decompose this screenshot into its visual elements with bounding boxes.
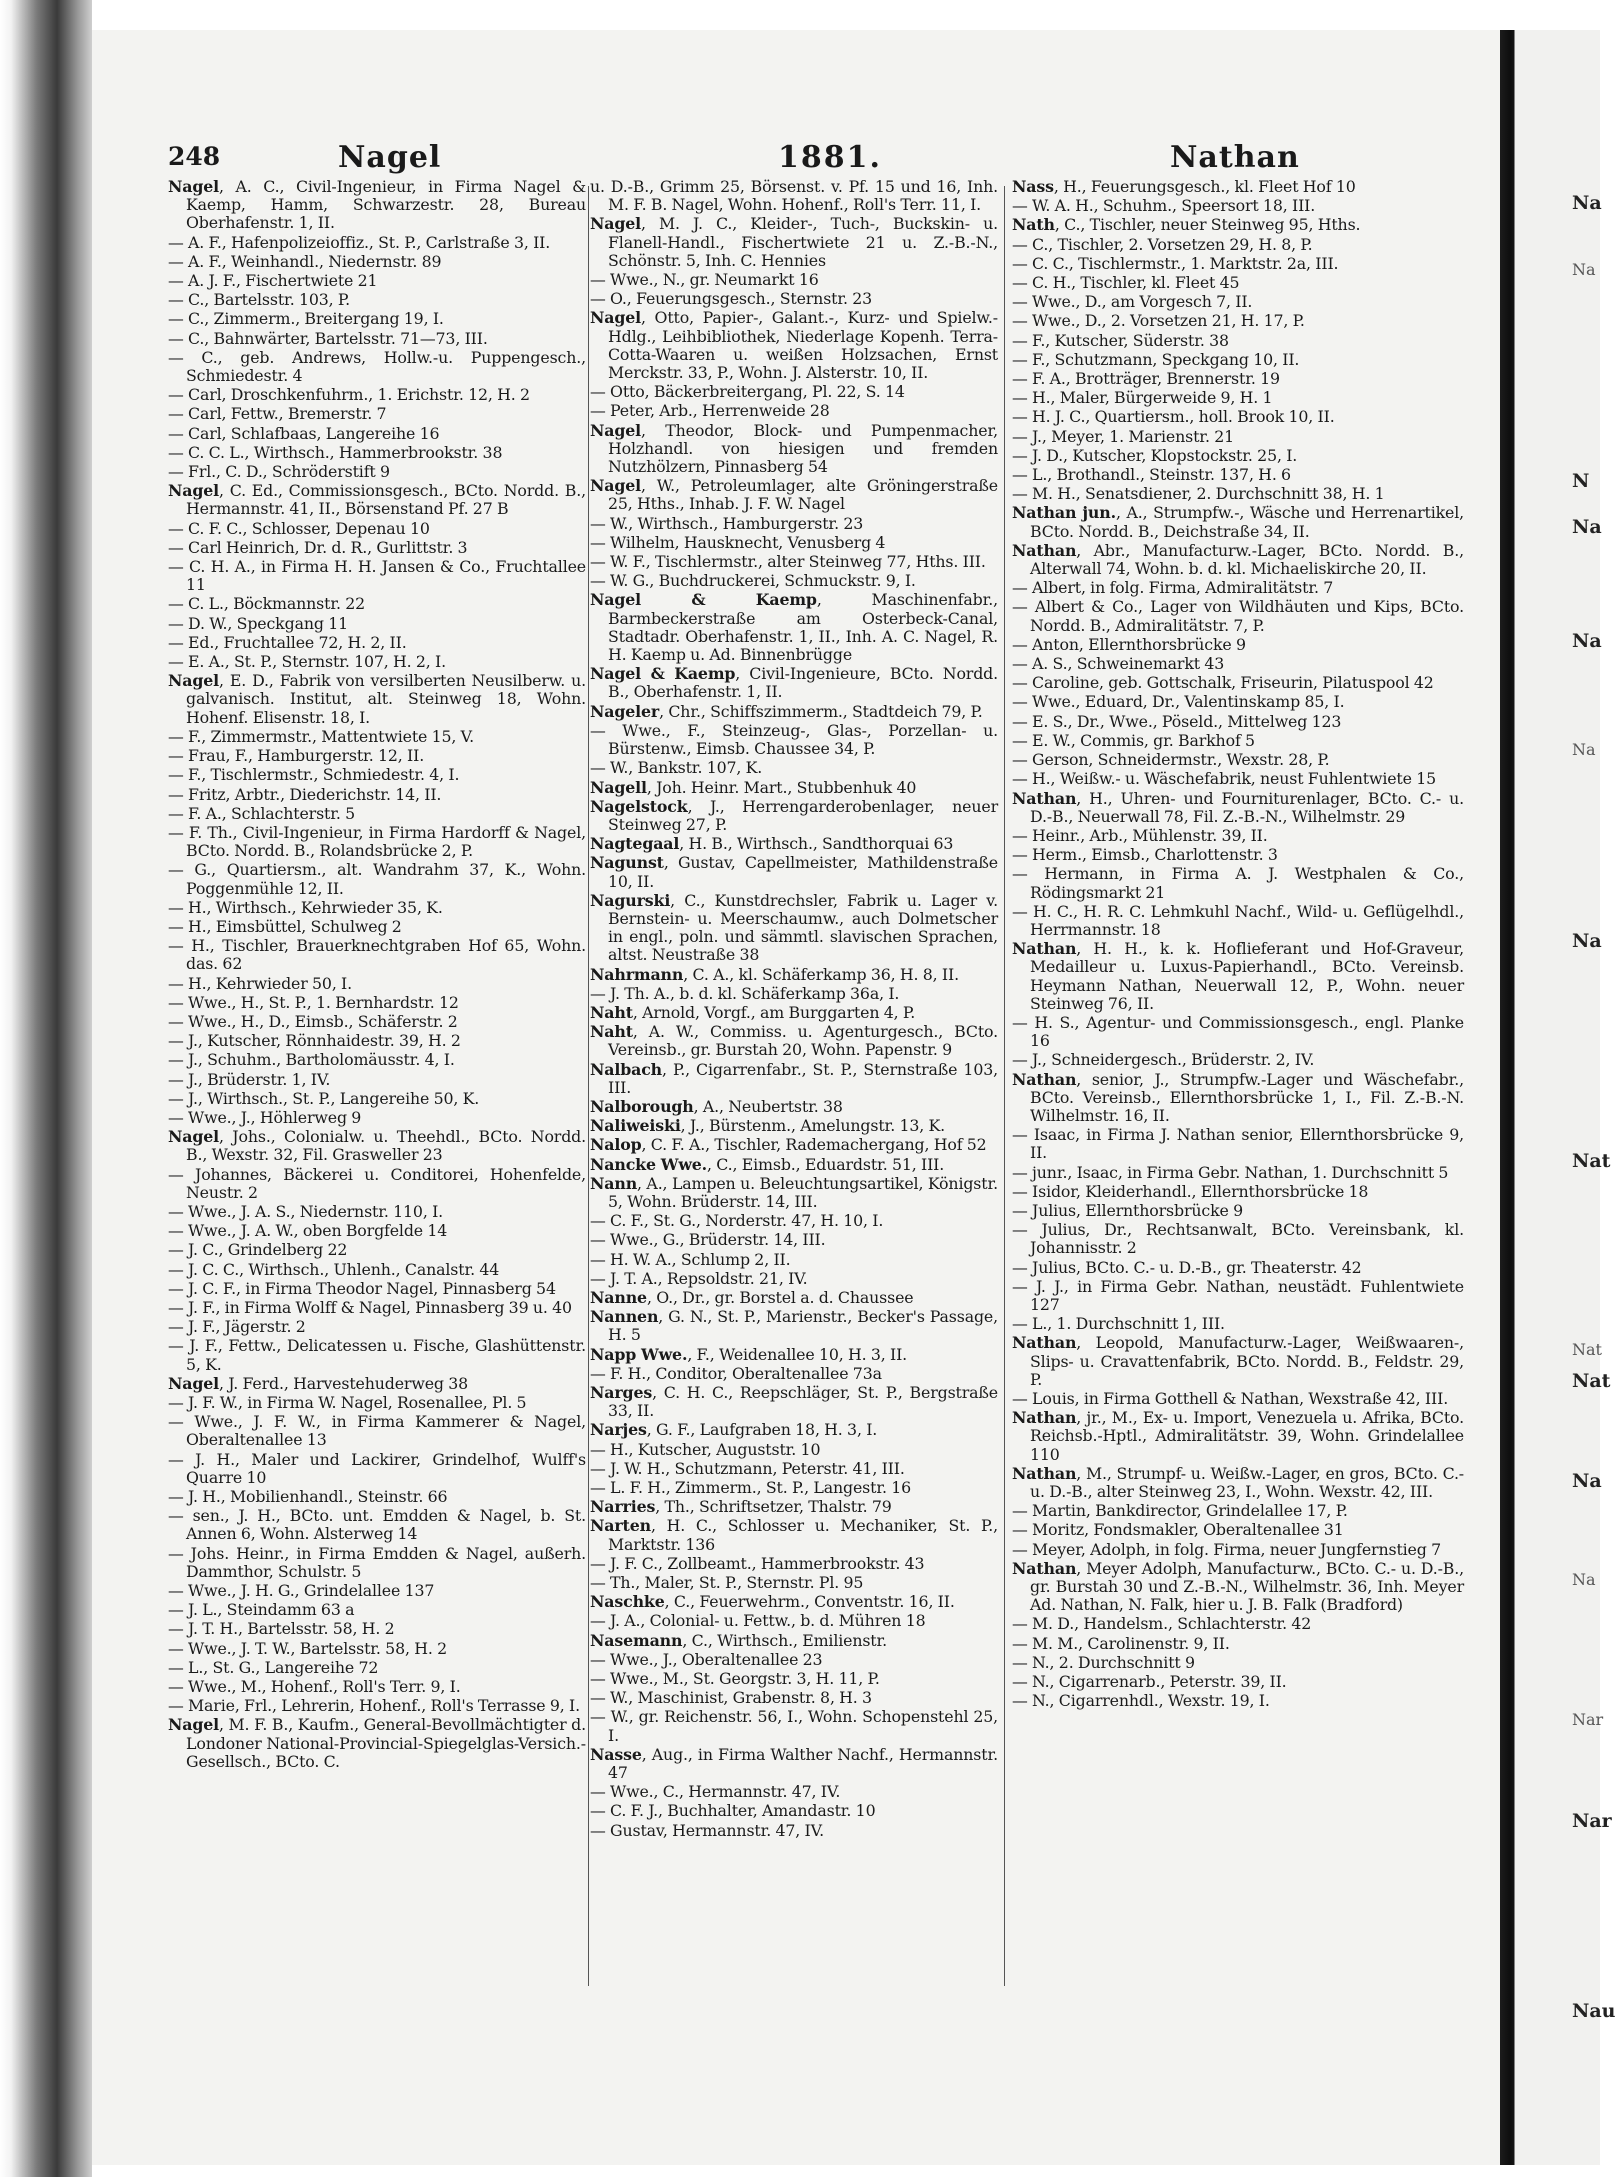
- directory-entry: — J. W. H., Schutzmann, Peterstr. 41, III.: [590, 1458, 905, 1478]
- directory-entry: — Louis, in Firma Gotthell & Nathan, Wexstraße 42, III.: [1012, 1389, 1449, 1408]
- header-year: 1881.: [778, 140, 882, 175]
- directory-entry: Nagell, Joh. Heinr. Mart., Stubbenhuk 40: [590, 777, 917, 797]
- directory-entry: — C., Zimmerm., Breitergang 19, I.: [168, 309, 444, 329]
- directory-entry: Nathan, Abr., Manufacturw.-Lager, BCto. Nordd. B., Alterwall 74, Wohn. b. d. kl. Michaeliskirche 20, II.: [1012, 540, 1464, 579]
- directory-entry: — O., Feuerungsgesch., Sternstr. 23: [590, 289, 873, 309]
- directory-entry: — J. T. H., Bartelsstr. 58, H. 2: [168, 1619, 395, 1639]
- directory-entry: Naliweiski, J., Bürstenm., Amelungstr. 13, K.: [590, 1116, 946, 1136]
- directory-entry: — Isaac, in Firma J. Nathan senior, Ellernthorsbrücke 9, II.: [1012, 1125, 1464, 1163]
- directory-entry: — Wwe., C., Hermannstr. 47, IV.: [590, 1782, 841, 1802]
- directory-entry: Nalop, C. F. A., Tischler, Rademachergang, Hof 52: [590, 1135, 987, 1155]
- directory-entry: — Wilhelm, Hausknecht, Venusberg 4: [590, 532, 886, 552]
- directory-entry: — Wwe., F., Steinzeug-, Glas-, Porzellan- u. Bürstenw., Eimsb. Chaussee 34, P.: [590, 720, 998, 759]
- directory-entry: — F., Zimmermstr., Mattentwiete 15, V.: [168, 726, 474, 746]
- directory-entry: — C. H. A., in Firma H. H. Jansen & Co., Fruchtallee 11: [168, 557, 586, 595]
- edge-fragment: Na: [1572, 1470, 1602, 1492]
- directory-entry: — F. H., Conditor, Oberaltenallee 73a: [590, 1363, 882, 1383]
- directory-entry: — Gustav, Hermannstr. 47, IV.: [590, 1820, 825, 1840]
- directory-entry: — C., Bartelsstr. 103, P.: [168, 290, 351, 310]
- edge-fragment: Nar: [1572, 1810, 1612, 1832]
- directory-entry: — Isidor, Kleiderhandl., Ellernthorsbrücke 18: [1012, 1181, 1369, 1201]
- directory-entry: — C. C., Tischlermstr., 1. Marktstr. 2a, III.: [1012, 253, 1339, 273]
- directory-entry: — J., Meyer, 1. Marienstr. 21: [1012, 426, 1235, 446]
- directory-entry: — W. F., Tischlermstr., alter Steinweg 77, Hths. III.: [590, 552, 986, 572]
- directory-entry: — Moritz, Fondsmakler, Oberaltenallee 31: [1012, 1520, 1344, 1540]
- directory-entry: — W. G., Buchdruckerei, Schmuckstr. 9, I.: [590, 571, 916, 591]
- directory-entry: Nahrmann, C. A., kl. Schäferkamp 36, H. 8, II.: [590, 964, 959, 984]
- directory-entry: — Carl Heinrich, Dr. d. R., Gurlittstr. 3: [168, 537, 468, 557]
- directory-entry: Nathan, Leopold, Manufacturw.-Lager, Weißwaaren-, Slips- u. Cravattenfabrik, BCto. Nordd. B., Feldstr. 29, P.: [1012, 1333, 1464, 1389]
- directory-entry: Nagel, Otto, Papier-, Galant.-, Kurz- und Spielw.-Hdlg., Leihbibliothek, Niederlage Kopenh. Terra-Cotta-Waaren u. weißen Holzsachen, Ernst Merckstr. 33, P., Wohn. J. Alsterstr. 10, II.: [590, 308, 998, 383]
- directory-entry: — N., Cigarrenhdl., Wexstr. 19, I.: [1012, 1691, 1270, 1711]
- directory-entry: Napp Wwe., F., Weidenallee 10, H. 3, II.: [590, 1344, 908, 1364]
- directory-entry: Nagtegaal, H. B., Wirthsch., Sandthorquai 63: [590, 834, 954, 854]
- directory-entry: — J. F. C., Zollbeamt., Hammerbrookstr. 43: [590, 1553, 925, 1573]
- directory-entry: Nagel & Kaemp, Civil-Ingenieure, BCto. Nordd. B., Oberhafenstr. 1, II.: [590, 664, 998, 702]
- directory-entry: Nalbach, P., Cigarrenfabr., St. P., Sternstraße 103, III.: [590, 1059, 998, 1097]
- directory-entry: — Gerson, Schneidermstr., Wexstr. 28, P.: [1012, 750, 1330, 770]
- directory-entry: — J., Kutscher, Rönnhaidestr. 39, H. 2: [168, 1031, 461, 1051]
- directory-entry: — J. C., Grindelberg 22: [168, 1240, 348, 1260]
- directory-entry: — L., St. G., Langereihe 72: [168, 1657, 379, 1677]
- directory-entry: Nathan, M., Strumpf- u. Weißw.-Lager, en gros, BCto. C.- u. D.-B., alter Steinweg 23, I., Wohn. Wexstr. 42, III.: [1012, 1463, 1464, 1502]
- directory-entry: — Wwe., Eduard, Dr., Valentinskamp 85, I.: [1012, 692, 1345, 712]
- directory-column-left: [168, 178, 586, 1978]
- directory-entry: Nagel, Johs., Colonialw. u. Theehdl., BCto. Nordd. B., Wexstr. 32, Fil. Grasweller 23: [168, 1127, 586, 1165]
- directory-entry: — J. F. W., in Firma W. Nagel, Rosenallee, Pl. 5: [168, 1393, 527, 1412]
- column-rule: [588, 186, 589, 1986]
- directory-entry: — L., Brothandl., Steinstr. 137, H. 6: [1012, 465, 1291, 485]
- directory-entry: — D. W., Speckgang 11: [168, 613, 348, 633]
- directory-entry: Nann, A., Lampen u. Beleuchtungsartikel, Königstr. 5, Wohn. Brüderstr. 14, III.: [590, 1173, 998, 1211]
- directory-entry: — Wwe., J. H. G., Grindelallee 137: [168, 1581, 435, 1601]
- directory-entry: — W. A. H., Schuhm., Speersort 18, III.: [1012, 196, 1316, 216]
- directory-entry: Nanne, O., Dr., gr. Borstel a. d. Chaussee: [590, 1287, 914, 1307]
- directory-entry: — Marie, Frl., Lehrerin, Hohenf., Roll's Terrasse 9, I.: [168, 1696, 580, 1716]
- directory-entry: — J. H., Maler und Lackirer, Grindelhof, Wulff's Quarre 10: [168, 1449, 586, 1487]
- directory-entry: — J. F., Jägerstr. 2: [168, 1317, 306, 1337]
- running-header: [168, 140, 1463, 176]
- directory-entry: Nannen, G. N., St. P., Marienstr., Becker's Passage, H. 5: [590, 1307, 998, 1345]
- directory-entry: — H., Weißw.- u. Wäschefabrik, neust Fuhlentwiete 15: [1012, 769, 1437, 789]
- directory-entry: Nagurski, C., Kunstdrechsler, Fabrik u. Lager v. Bernstein- u. Meerschaumw., auch Dolmetscher in engl., poln. und sämmtl. slavischen Sprachen, altst. Neustraße 38: [590, 890, 998, 965]
- directory-entry: — J. Th. A., b. d. kl. Schäferkamp 36a, I.: [590, 983, 900, 1003]
- directory-entry: Nagel, J. Ferd., Harvestehuderweg 38: [168, 1373, 469, 1393]
- directory-entry: — F. Th., Civil-Ingenieur, in Firma Hardorff & Nagel, BCto. Nordd. B., Rolandsbrücke 2, P.: [168, 822, 586, 861]
- directory-entry: — H., Kehrwieder 50, I.: [168, 973, 353, 993]
- directory-entry: Nasemann, C., Wirthsch., Emilienstr.: [590, 1630, 888, 1650]
- edge-fragment: Nar: [1572, 1710, 1604, 1729]
- directory-entry: — Anton, Ellernthorsbrücke 9: [1012, 634, 1246, 654]
- directory-entry: — F., Tischlermstr., Schmiedestr. 4, I.: [168, 765, 460, 785]
- directory-entry: — J. D., Kutscher, Klopstockstr. 25, I.: [1012, 445, 1298, 465]
- directory-entry: Narten, H. C., Schlosser u. Mechaniker, St. P., Marktstr. 136: [590, 1516, 998, 1554]
- directory-entry: — H. S., Agentur- und Commissionsgesch., engl. Planke 16: [1012, 1012, 1464, 1051]
- directory-entry: — Julius, BCto. C.- u. D.-B., gr. Theaterstr. 42: [1012, 1257, 1362, 1277]
- column-rule: [1004, 186, 1005, 1986]
- directory-entry: — J. F., in Firma Wolff & Nagel, Pinnasberg 39 u. 40: [168, 1297, 572, 1317]
- directory-entry: — Heinr., Arb., Mühlenstr. 39, II.: [1012, 825, 1268, 845]
- directory-entry: — Wwe., M., St. Georgstr. 3, H. 11, P.: [590, 1669, 880, 1689]
- directory-entry: — G., Quartiersm., alt. Wandrahm 37, K., Wohn. Poggenmühle 12, II.: [168, 860, 586, 898]
- directory-entry: Nathan, H., Uhren- und Fourniturenlager, BCto. C.- u. D.-B., Neuerwall 78, Fil. Z.-B.-N., Wilhelmstr. 29: [1012, 788, 1464, 826]
- directory-entry: — M. H., Senatsdiener, 2. Durchschnitt 38, H. 1: [1012, 484, 1385, 504]
- directory-entry: — Fritz, Arbtr., Diederichstr. 14, II.: [168, 784, 442, 804]
- directory-entry: — J., Brüderstr. 1, IV.: [168, 1069, 331, 1089]
- directory-entry: — Martin, Bankdirector, Grindelallee 17, P.: [1012, 1501, 1348, 1521]
- directory-entry: Narjes, G. F., Laufgraben 18, H. 3, I.: [590, 1420, 878, 1440]
- directory-entry: — C. F. C., Schlosser, Depenau 10: [168, 518, 430, 538]
- directory-entry: — A. S., Schweinemarkt 43: [1012, 654, 1225, 674]
- directory-entry: — J. F., Fettw., Delicatessen u. Fische, Glashüttenstr. 5, K.: [168, 1336, 586, 1374]
- directory-entry: Nathan, H. H., k. k. Hoflieferant und Hof-Graveur, Medailleur u. Luxus-Papierhandl., BCto. Vereinsb. Heymann Nathan, Neuerwall 12, P., Wohn. neuer Steinweg 76, II.: [1012, 939, 1464, 1013]
- directory-entry: — L. F. H., Zimmerm., St. P., Langestr. 16: [590, 1478, 912, 1498]
- directory-entry: Nagel, A. C., Civil-Ingenieur, in Firma Nagel & Kaemp, Hamm, Schwarzestr. 28, Bureau Oberhafenstr. 1, II.: [168, 177, 586, 233]
- directory-entry: — Herm., Eimsb., Charlottenstr. 3: [1012, 845, 1278, 865]
- directory-entry: — W., gr. Reichenstr. 56, I., Wohn. Schopenstehl 25, I.: [590, 1707, 998, 1745]
- directory-entry: — E. W., Commis, gr. Barkhof 5: [1012, 730, 1255, 750]
- directory-entry: — H., Kutscher, Auguststr. 10: [590, 1439, 821, 1459]
- directory-entry: Nathan, senior, J., Strumpfw.-Lager und Wäschefabr., BCto. Vereinsb., Ellernthorsbrücke 1, I., Fil. Z.-B.-N. Wilhelmstr. 16, II.: [1012, 1069, 1464, 1125]
- directory-entry: Nagel, M. F. B., Kaufm., General-Bevollmächtigter d. Londoner National-Provincial-Spiegelglas-Versich.-Gesellsch., BCto. C.: [168, 1715, 586, 1771]
- directory-entry: — Otto, Bäckerbreitergang, Pl. 22, S. 14: [590, 382, 905, 402]
- edge-fragment: Na: [1572, 1570, 1596, 1589]
- edge-fragment: Nat: [1572, 1340, 1602, 1359]
- directory-entry: — J. T. A., Repsoldstr. 21, IV.: [590, 1268, 808, 1288]
- directory-entry: — C., Bahnwärter, Bartelsstr. 71—73, III.: [168, 328, 488, 348]
- directory-entry: — Wwe., J., Oberaltenallee 23: [590, 1649, 823, 1669]
- directory-entry: — J. A., Colonial- u. Fettw., b. d. Mühren 18: [590, 1611, 926, 1631]
- directory-entry: — C. H., Tischler, kl. Fleet 45: [1012, 273, 1240, 293]
- directory-entry: — Wwe., J., Höhlerweg 9: [168, 1107, 362, 1127]
- edge-fragment: Na: [1572, 260, 1596, 279]
- directory-entry: u. D.-B., Grimm 25, Börsenst. v. Pf. 15 und 16, Inh. M. F. B. Nagel, Wohn. Hohenf., Roll's Terr. 11, I.: [590, 177, 998, 215]
- adjacent-page-fragments: [1572, 170, 1616, 2070]
- directory-entry: — C. C. L., Wirthsch., Hammerbrookstr. 38: [168, 442, 503, 462]
- directory-entry: — C. F., St. G., Norderstr. 47, H. 10, I.: [590, 1211, 884, 1231]
- directory-entry: Nageler, Chr., Schiffszimmerm., Stadtdeich 79, P.: [590, 701, 983, 721]
- directory-entry: — M. D., Handelsm., Schlachterstr. 42: [1012, 1614, 1312, 1634]
- directory-entry: — Wwe., J. A. W., oben Borgfelde 14: [168, 1221, 448, 1241]
- directory-entry: Nagel, W., Petroleumlager, alte Gröningerstraße 25, Hths., Inhab. J. F. W. Nagel: [590, 476, 998, 514]
- directory-entry: — Wwe., G., Brüderstr. 14, III.: [590, 1230, 826, 1250]
- header-left-keyword: Nagel: [338, 140, 442, 175]
- directory-entry: — W., Maschinist, Grabenstr. 8, H. 3: [590, 1688, 872, 1708]
- directory-column-middle: [590, 178, 998, 1978]
- directory-entry: — Ed., Fruchtallee 72, H. 2, II.: [168, 632, 407, 652]
- directory-entry: — Julius, Ellernthorsbrücke 9: [1012, 1200, 1243, 1220]
- directory-entry: Narries, Th., Schriftsetzer, Thalstr. 79: [590, 1497, 892, 1517]
- directory-entry: Nagel, M. J. C., Kleider-, Tuch-, Buckskin- u. Flanell-Handl., Fischertwiete 21 u. Z.-B.-N., Schönstr. 5, Inh. C. Hennies: [590, 214, 998, 270]
- directory-entry: — F., Schutzmann, Speckgang 10, II.: [1012, 349, 1300, 369]
- directory-entry: — L., 1. Durchschnitt 1, III.: [1012, 1314, 1225, 1334]
- directory-entry: — W., Bankstr. 107, K.: [590, 758, 763, 778]
- directory-entry: Nagel, E. D., Fabrik von versilberten Neusilberw. u. galvanisch. Institut, alt. Steinweg 18, Wohn. Hohenf. Elisenstr. 18, I.: [168, 671, 586, 727]
- directory-entry: — Albert & Co., Lager von Wildhäuten und Kips, BCto. Nordd. B., Admiralitätstr. 7, P.: [1012, 597, 1464, 635]
- directory-entry: — Wwe., J. T. W., Bartelsstr. 58, H. 2: [168, 1638, 447, 1658]
- directory-entry: — H., Eimsbüttel, Schulweg 2: [168, 916, 402, 936]
- directory-entry: Nass, H., Feuerungsgesch., kl. Fleet Hof 10: [1012, 177, 1356, 196]
- directory-entry: — F., Kutscher, Süderstr. 38: [1012, 330, 1229, 350]
- directory-entry: — Wwe., J. F. W., in Firma Kammerer & Nagel, Oberaltenallee 13: [168, 1412, 586, 1450]
- edge-fragment: N: [1572, 470, 1590, 492]
- directory-entry: — C. F. J., Buchhalter, Amandastr. 10: [590, 1801, 876, 1821]
- directory-entry: — Albert, in folg. Firma, Admiralitätstr. 7: [1012, 578, 1334, 598]
- edge-fragment: Na: [1572, 740, 1596, 759]
- directory-entry: — C. L., Böckmannstr. 22: [168, 594, 366, 614]
- directory-entry: — H. W. A., Schlump 2, II.: [590, 1249, 791, 1269]
- directory-entry: — Frau, F., Hamburgerstr. 12, II.: [168, 746, 425, 766]
- directory-entry: Nathan, Meyer Adolph, Manufacturw., BCto. C.- u. D.-B., gr. Burstah 30 und Z.-B.-N., Wilhelmstr. 36, Inh. Meyer Ad. Nathan, N. Falk, hier u. J. B. Falk (Bradford): [1012, 1558, 1464, 1615]
- directory-entry: — N., Cigarrenarb., Peterstr. 39, II.: [1012, 1672, 1287, 1692]
- directory-entry: — Wwe., D., am Vorgesch 7, II.: [1012, 292, 1253, 312]
- directory-entry: — H. C., H. R. C. Lehmkuhl Nachf., Wild- u. Geflügelhdl., Herrmannstr. 18: [1012, 901, 1464, 939]
- directory-entry: — J., Schneidergesch., Brüderstr. 2, IV.: [1012, 1050, 1315, 1070]
- directory-entry: Nagunst, Gustav, Capellmeister, Mathildenstraße 10, II.: [590, 853, 998, 891]
- directory-entry: — Wwe., J. A. S., Niedernstr. 110, I.: [168, 1201, 444, 1221]
- directory-entry: — J. L., Steindamm 63 a: [168, 1600, 355, 1620]
- directory-entry: Nagel, Theodor, Block- und Pumpenmacher, Holzhandl. von hiesigen und fremden Nutzhölzern, Pinnasberg 54: [590, 420, 998, 477]
- directory-entry: — F. A., Brotträger, Brennerstr. 19: [1012, 369, 1280, 389]
- edge-fragment: Na: [1572, 516, 1602, 538]
- directory-entry: — N., 2. Durchschnitt 9: [1012, 1652, 1195, 1672]
- directory-entry: — Peter, Arb., Herrenweide 28: [590, 401, 830, 421]
- directory-entry: Nagel, C. Ed., Commissionsgesch., BCto. Nordd. B., Hermannstr. 41, II., Börsenstand Pf. 27 B: [168, 481, 586, 519]
- directory-entry: — Hermann, in Firma A. J. Westphalen & Co., Rödingsmarkt 21: [1012, 864, 1464, 902]
- directory-entry: Naht, Arnold, Vorgf., am Burggarten 4, P.: [590, 1002, 916, 1022]
- directory-entry: — J., Schuhm., Bartholomäusstr. 4, I.: [168, 1050, 455, 1070]
- directory-entry: — Carl, Fettw., Bremerstr. 7: [168, 404, 387, 424]
- directory-entry: — H., Wirthsch., Kehrwieder 35, K.: [168, 897, 443, 917]
- directory-entry: Narges, C. H. C., Reepschläger, St. P., Bergstraße 33, II.: [590, 1383, 998, 1421]
- directory-entry: Nagelstock, J., Herrengarderobenlager, neuer Steinweg 27, P.: [590, 796, 998, 834]
- directory-entry: — A. F., Weinhandl., Niedernstr. 89: [168, 251, 442, 271]
- directory-entry: — Frl., C. D., Schröderstift 9: [168, 462, 390, 482]
- directory-entry: — Th., Maler, St. P., Sternstr. Pl. 95: [590, 1573, 864, 1593]
- directory-entry: Nathan, jr., M., Ex- u. Import, Venezuela u. Afrika, BCto. Reichsb.-Hptl., Admiralitätstr. 39, Wohn. Grindelallee 110: [1012, 1408, 1464, 1464]
- directory-entry: — A. J. F., Fischertwiete 21: [168, 271, 378, 291]
- directory-entry: Nathan jun., A., Strumpfw.-, Wäsche und Herrenartikel, BCto. Nordd. B., Deichstraße 34, II.: [1012, 503, 1465, 541]
- directory-entry: — E. A., St. P., Sternstr. 107, H. 2, I.: [168, 652, 446, 672]
- directory-entry: — H., Tischler, Brauerknechtgraben Hof 65, Wohn. das. 62: [168, 936, 586, 974]
- scan-binding-shadow: [0, 0, 92, 2177]
- directory-entry: — C., Tischler, 2. Vorsetzen 29, H. 8, P.: [1012, 234, 1313, 254]
- directory-entry: — H. J. C., Quartiersm., holl. Brook 10, II.: [1012, 407, 1335, 427]
- directory-entry: — Johs. Heinr., in Firma Emdden & Nagel, außerh. Dammthor, Schulstr. 5: [168, 1543, 586, 1581]
- directory-entry: Nath, C., Tischler, neuer Steinweg 95, Hths.: [1012, 215, 1361, 235]
- edge-fragment: Nat: [1572, 1370, 1611, 1392]
- directory-entry: — Carl, Schlafbaas, Langereihe 16: [168, 423, 440, 443]
- directory-entry: — Carl, Droschkenfuhrm., 1. Erichstr. 12, H. 2: [168, 385, 530, 405]
- page-number: 248: [168, 142, 221, 171]
- directory-entry: — Wwe., M., Hohenf., Roll's Terr. 9, I.: [168, 1677, 461, 1697]
- directory-entry: — C., geb. Andrews, Hollw.-u. Puppengesch., Schmiedestr. 4: [168, 347, 586, 386]
- directory-entry: — Wwe., D., 2. Vorsetzen 21, H. 17, P.: [1012, 311, 1305, 331]
- directory-entry: — E. S., Dr., Wwe., Pöseld., Mittelweg 123: [1012, 711, 1342, 731]
- directory-entry: — junr., Isaac, in Firma Gebr. Nathan, 1. Durchschnitt 5: [1012, 1162, 1449, 1182]
- directory-column-right: [1012, 178, 1464, 1978]
- edge-fragment: Na: [1572, 192, 1602, 214]
- directory-entry: — J. H., Mobilienhandl., Steinstr. 66: [168, 1487, 448, 1507]
- directory-entry: — M. M., Carolinenstr. 9, II.: [1012, 1633, 1230, 1653]
- directory-entry: Nalborough, A., Neubertstr. 38: [590, 1096, 843, 1116]
- directory-entry: Naschke, C., Feuerwehrm., Conventstr. 16, II.: [590, 1592, 955, 1612]
- directory-entry: — H., Maler, Bürgerweide 9, H. 1: [1012, 388, 1273, 408]
- directory-entry: — J. C. F., in Firma Theodor Nagel, Pinnasberg 54: [168, 1278, 556, 1298]
- directory-entry: Nasse, Aug., in Firma Walther Nachf., Hermannstr. 47: [590, 1744, 998, 1783]
- directory-entry: Nagel & Kaemp, Maschinenfabr., Barmbeckerstraße am Osterbeck-Canal, Stadtadr. Oberhafenstr. 1, II., Inh. A. C. Nagel, R. H. Kaemp u. Ad. Binnenbrügge: [590, 590, 999, 665]
- directory-entry: Nancke Wwe., C., Eimsb., Eduardstr. 51, III.: [590, 1154, 945, 1174]
- directory-entry: — Caroline, geb. Gottschalk, Friseurin, Pilatuspool 42: [1012, 673, 1434, 693]
- header-right-keyword: Nathan: [1170, 140, 1300, 175]
- edge-fragment: Na: [1572, 630, 1602, 652]
- directory-entry: — J. J., in Firma Gebr. Nathan, neustädt. Fuhlentwiete 127: [1012, 1276, 1464, 1314]
- directory-entry: — Wwe., N., gr. Neumarkt 16: [590, 270, 819, 290]
- directory-entry: — Wwe., H., D., Eimsb., Schäferstr. 2: [168, 1011, 458, 1031]
- directory-entry: — Wwe., H., St. P., 1. Bernhardstr. 12: [168, 992, 459, 1012]
- directory-entry: — Johannes, Bäckerei u. Conditorei, Hohenfelde, Neustr. 2: [168, 1164, 586, 1202]
- directory-entry: — A. F., Hafenpolizeioffiz., St. P., Carlstraße 3, II.: [168, 232, 551, 252]
- edge-fragment: Nau: [1572, 2000, 1616, 2022]
- edge-fragment: Nat: [1572, 1150, 1611, 1172]
- directory-entry: — J. C. C., Wirthsch., Uhlenh., Canalstr. 44: [168, 1259, 500, 1279]
- directory-entry: — F. A., Schlachterstr. 5: [168, 803, 356, 823]
- directory-entry: Naht, A. W., Commiss. u. Agenturgesch., BCto. Vereinsb., gr. Burstah 20, Wohn. Papenstr. 9: [590, 1022, 998, 1060]
- directory-entry: — W., Wirthsch., Hamburgerstr. 23: [590, 513, 864, 533]
- directory-entry: — Julius, Dr., Rechtsanwalt, BCto. Vereinsbank, kl. Johannisstr. 2: [1012, 1220, 1464, 1258]
- directory-entry: — sen., J. H., BCto. unt. Emdden & Nagel, b. St. Annen 6, Wohn. Alsterweg 14: [168, 1506, 586, 1544]
- edge-fragment: Na: [1572, 930, 1602, 952]
- directory-entry: — Meyer, Adolph, in folg. Firma, neuer Jungfernstieg 7: [1012, 1539, 1441, 1559]
- directory-entry: — J., Wirthsch., St. P., Langereihe 50, K.: [168, 1088, 480, 1108]
